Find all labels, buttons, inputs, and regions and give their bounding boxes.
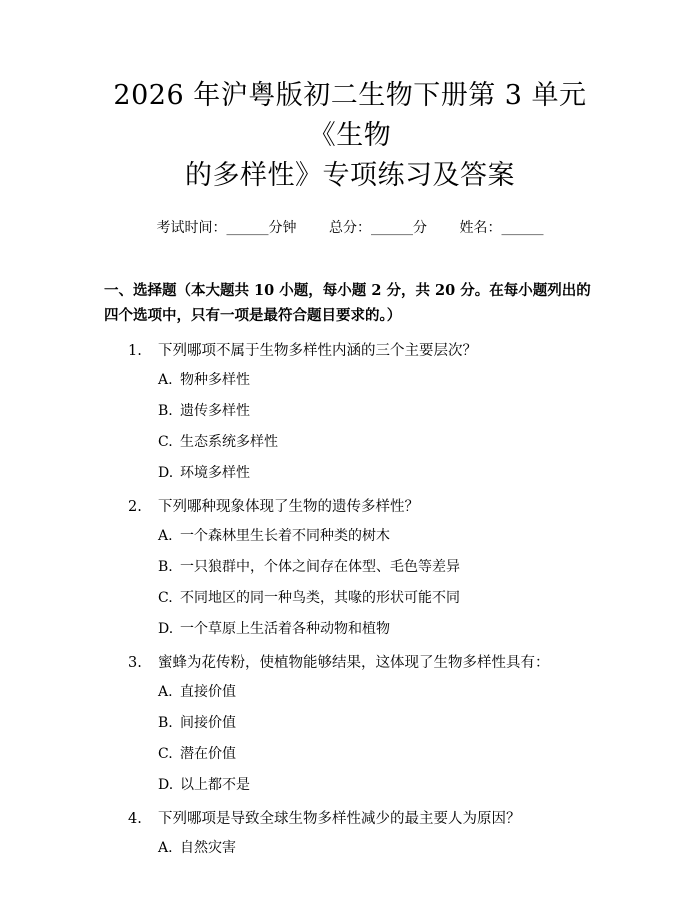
option-text: 一只狼群中，个体之间存在体型、毛色等差异	[180, 559, 460, 575]
exam-info	[96, 218, 604, 238]
option-letter: A.	[158, 528, 173, 544]
option-text: 一个草原上生活着各种动物和植物	[180, 621, 390, 637]
option-text: 物种多样性	[180, 372, 250, 388]
option	[104, 401, 604, 421]
question-text: 下列哪项是导致全球生物多样性减少的最主要人为原因？	[158, 811, 521, 827]
option-text: 生态系统多样性	[180, 434, 278, 450]
option-letter: C.	[158, 434, 173, 450]
question-number: 2.	[128, 499, 142, 515]
student-name: 姓名：______	[459, 220, 544, 236]
option-text: 不同地区的同一种鸟类，其喙的形状可能不同	[180, 590, 460, 606]
option-text: 直接价值	[180, 684, 236, 700]
option	[104, 775, 604, 795]
option-letter: C.	[158, 590, 173, 606]
question-text: 下列哪项不属于生物多样性内涵的三个主要层次？	[158, 343, 477, 359]
option	[104, 557, 604, 577]
question-number: 1.	[128, 343, 142, 359]
option-text: 间接价值	[180, 715, 236, 731]
option-list	[104, 370, 604, 483]
option	[104, 588, 604, 608]
option	[104, 744, 604, 764]
option-letter: A.	[158, 684, 173, 700]
question-text: 下列哪种现象体现了生物的遗传多样性？	[158, 499, 419, 515]
question-number: 4.	[128, 811, 142, 827]
question	[104, 806, 604, 858]
option-text: 自然灾害	[180, 840, 236, 856]
question-text: 蜜蜂为花传粉，使植物能够结果，这体现了生物多样性具有：	[158, 655, 550, 671]
option-text: 环境多样性	[180, 465, 250, 481]
option-letter: B.	[158, 559, 173, 575]
option	[104, 713, 604, 733]
option-list	[104, 526, 604, 639]
option	[104, 838, 604, 858]
option-letter: D.	[158, 465, 174, 481]
option-letter: B.	[158, 715, 173, 731]
question-number: 3.	[128, 655, 142, 671]
option-letter: C.	[158, 746, 173, 762]
option-text: 潜在价值	[180, 746, 236, 762]
option-letter: D.	[158, 777, 174, 793]
question-stem	[104, 494, 604, 520]
option-text: 以上都不是	[180, 777, 250, 793]
exam-time: 考试时间：______分钟	[156, 220, 297, 236]
title-line-1: 2026 年沪粤版初二生物下册第 3 单元《生物	[113, 80, 587, 151]
question	[104, 338, 604, 483]
option-letter: B.	[158, 403, 173, 419]
option	[104, 619, 604, 639]
option	[104, 370, 604, 390]
question-stem	[104, 650, 604, 676]
section-heading: 一、选择题（本大题共 10 小题，每小题 2 分，共 20 分。在每小题列出的四个选项中，只有一项是最符合题目要求的。）	[104, 282, 591, 324]
option-text: 遗传多样性	[180, 403, 250, 419]
document-title	[96, 76, 604, 196]
question	[104, 650, 604, 795]
option	[104, 526, 604, 546]
option-text: 一个森林里生长着不同种类的树木	[180, 528, 390, 544]
option-list	[104, 838, 604, 858]
title-line-2: 的多样性》专项练习及答案	[185, 160, 515, 191]
question	[104, 494, 604, 639]
question-stem	[104, 806, 604, 832]
option-letter: D.	[158, 621, 174, 637]
option-letter: A.	[158, 840, 173, 856]
question-stem	[104, 338, 604, 364]
option	[104, 682, 604, 702]
total-score: 总分：______分	[329, 220, 427, 236]
option	[104, 432, 604, 452]
option-letter: A.	[158, 372, 173, 388]
option	[104, 463, 604, 483]
option-list	[104, 682, 604, 795]
